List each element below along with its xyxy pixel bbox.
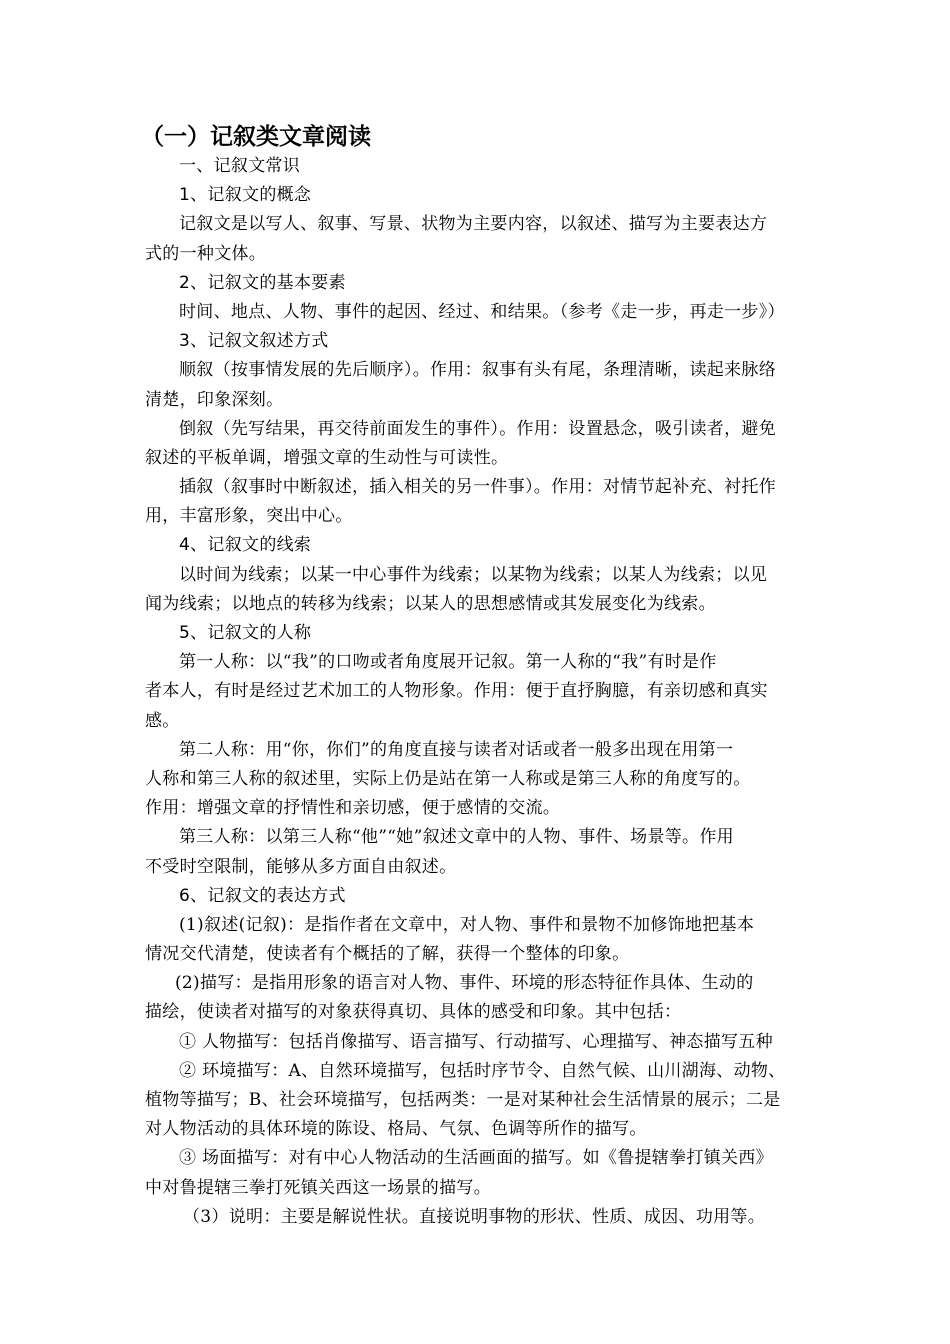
text-line: 插叙（叙事时中断叙述，插入相关的另一件事）。作用：对情节起补充、衬托作	[179, 477, 776, 498]
section-heading: 2、记叙文的基本要素	[179, 272, 346, 293]
text-line: 对人物活动的具体环境的陈设、格局、气氛、色调等所作的描写。	[145, 1119, 647, 1140]
section-heading: 5、记叙文的人称	[179, 623, 312, 643]
text-line: 作用：增强文章的抒情性和亲切感，便于感情的交流。	[145, 798, 561, 819]
text-line: 第三人称：以第三人称“他”“她”叙述文章中的人物、事件、场景等。作用	[179, 827, 734, 848]
text-line: ② 环境描写：A、自然环境描写，包括时序节令、自然气候、山川湖海、动物、	[179, 1060, 786, 1081]
text-line: 感。	[145, 710, 180, 731]
text-line: 描绘，使读者对描写的对象获得真切、具体的感受和印象。其中包括：	[145, 1002, 682, 1023]
text-line: 第二人称：用“你，你们”的角度直接与读者对话或者一般多出现在用第一	[179, 739, 734, 760]
text-line: （3）说明：主要是解说性状。直接说明事物的形状、性质、成因、功用等。	[183, 1206, 766, 1227]
text-line: 者本人，有时是经过艺术加工的人物形象。作用：便于直抒胸臆，有亲切感和真实	[145, 681, 768, 702]
text-line: 叙述的平板单调，增强文章的生动性与可读性。	[145, 447, 509, 468]
text-line: 以时间为线索；以某一中心事件为线索；以某物为线索；以某人为线索；以见	[179, 564, 768, 585]
text-line: 情况交代清楚，使读者有个概括的了解，获得一个整体的印象。	[145, 944, 630, 965]
section-heading: 6、记叙文的表达方式	[179, 885, 346, 906]
section-heading: 4、记叙文的线索	[179, 535, 312, 556]
document-body	[145, 152, 813, 1232]
text-line: 时间、地点、人物、事件的起因、经过、和结果。（参考《走一步，再走一步》）	[179, 301, 785, 322]
text-line: (2)描写：是指用形象的语言对人物、事件、环境的形态特征作具体、生动的	[175, 973, 754, 994]
text-line: 中对鲁提辖三拳打死镇关西这一场景的描写。	[145, 1177, 491, 1198]
section-heading: 一、记叙文常识	[179, 156, 301, 176]
text-line: ① 人物描写：包括肖像描写、语言描写、行动描写、心理描写、神态描写五种	[179, 1031, 773, 1052]
text-line: 清楚，印象深刻。	[145, 389, 284, 410]
text-line: 顺叙（按事情发展的先后顺序）。作用：叙事有头有尾，条理清晰，读起来脉络	[179, 360, 776, 381]
section-heading: 1、记叙文的概念	[179, 185, 312, 206]
text-line: ③ 场面描写：对有中心人物活动的生活画面的描写。如《鲁提辖拳打镇关西》	[179, 1148, 773, 1169]
text-line: 不受时空限制，能够从多方面自由叙述。	[145, 856, 457, 877]
document-page	[141, 122, 813, 1232]
text-line: 倒叙（先写结果，再交待前面发生的事件）。作用：设置悬念，吸引读者，避免	[179, 418, 776, 439]
section-heading: 3、记叙文叙述方式	[179, 331, 329, 352]
text-line: 用，丰富形象，突出中心。	[145, 506, 353, 527]
text-line: 第一人称：以“我”的口吻或者角度展开记叙。第一人称的“我”有时是作	[179, 652, 717, 673]
text-line: 闻为线索；以地点的转移为线索；以某人的思想感情或其发展变化为线索。	[145, 593, 716, 614]
text-line: (1)叙述(记叙)：是指作者在文章中，对人物、事件和景物不加修饰地把基本	[179, 914, 755, 935]
text-line: 植物等描写；B、社会环境描写，包括两类：一是对某种社会生活情景的展示；二是	[145, 1090, 781, 1110]
text-line: 记叙文是以写人、叙事、写景、状物为主要内容，以叙述、描写为主要表达方	[179, 214, 768, 235]
text-line: 人称和第三人称的叙述里，实际上仍是站在第一人称或是第三人称的角度写的。	[145, 768, 751, 789]
text-line: 式的一种文体。	[145, 243, 267, 264]
document-title: （一）记叙类文章阅读	[141, 124, 371, 150]
